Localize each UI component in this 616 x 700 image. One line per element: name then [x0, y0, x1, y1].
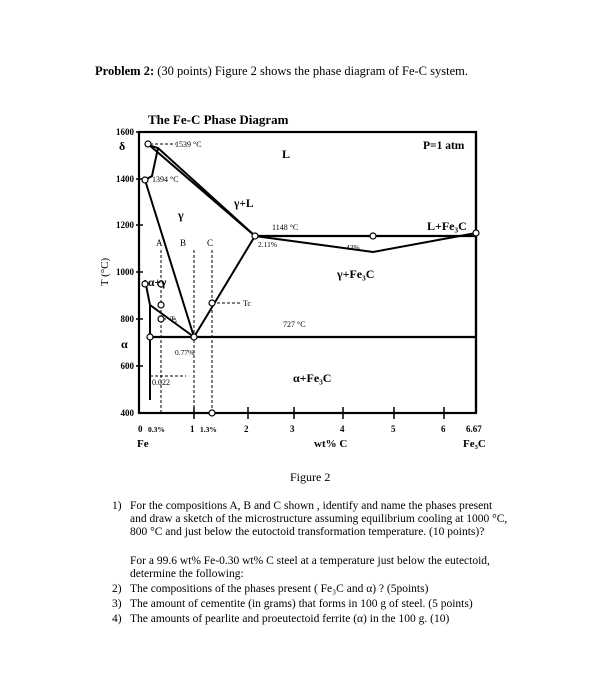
- comp-077: 0.77%: [175, 348, 195, 357]
- temp-1148: 1148 °C: [272, 223, 299, 232]
- x-tick-1-3: 1.3%: [200, 425, 217, 434]
- problem-label: Problem 2:: [95, 64, 155, 78]
- region-gamma-fe3c: γ+Fe₃C: [337, 267, 375, 281]
- marker-B: B: [180, 238, 187, 248]
- x-tick-2: 2: [244, 424, 249, 434]
- x-right-label: Fe₃C: [463, 438, 486, 450]
- y-tick-1400: 1400: [116, 174, 134, 184]
- acm-line: [194, 236, 255, 337]
- steel-paragraph-line1: For a 99.6 wt% Fe-0.30 wt% C steel at a temperature just below the eutectoid,: [130, 555, 490, 567]
- question-2: [112, 583, 428, 596]
- region-gamma: γ: [178, 208, 184, 222]
- question-1-number: 1): [112, 500, 122, 512]
- region-L: L: [282, 147, 291, 161]
- question-1: [112, 500, 507, 539]
- y-axis-label: T (°C): [99, 257, 111, 287]
- question-3: [112, 598, 473, 611]
- question-2-number: 2): [112, 583, 122, 595]
- region-L-fe3c: L+Fe₃C: [427, 219, 467, 233]
- steel-paragraph: [130, 555, 490, 581]
- temp-1539: 1539 °C: [175, 140, 202, 149]
- x-tick-0: 0: [138, 424, 143, 434]
- region-alpha-fe3c: α+Fe₃C: [293, 371, 332, 385]
- question-1-line1: For the compositions A, B and C shown , identify and name the phases present: [130, 500, 493, 512]
- question-1-line2: and draw a sketch of the microstructure assuming equilibrium cooling at 1000 °C,: [130, 513, 508, 525]
- y-tick-1200: 1200: [116, 220, 134, 230]
- pressure-label: P=1 atm: [423, 140, 465, 152]
- diagram-title: The Fe-C Phase Diagram: [148, 112, 289, 127]
- y-tick-400: 400: [120, 408, 134, 418]
- x-tick-6-67: 6.67: [466, 424, 482, 434]
- temp-1394: 1394 °C: [152, 175, 179, 184]
- x-tick-3: 3: [290, 424, 295, 434]
- x-ticks: [138, 424, 482, 434]
- x-left-label: Fe: [137, 438, 149, 450]
- solidus-line: [158, 148, 255, 236]
- marker-Tc: Tc: [243, 299, 251, 308]
- question-4-text: The amounts of pearlite and proeutectoid ferrite (α) in the 100 g. (10): [130, 613, 450, 625]
- phase-boundaries: [145, 144, 476, 400]
- question-2-text: The compositions of the phases present ( Fe₃C and α) ? (5points): [130, 583, 429, 595]
- figure-caption: Figure 2: [290, 470, 331, 484]
- y-tick-1600: 1600: [116, 127, 134, 137]
- y-tick-1000: 1000: [116, 267, 134, 277]
- a3-line: [145, 180, 194, 337]
- comp-0022: 0.022: [152, 378, 170, 387]
- comp-211: 2.11%: [258, 240, 278, 249]
- question-3-text: The amount of cementite (in grams) that forms in 100 g of steel. (5 points): [130, 598, 473, 610]
- question-1-line3: 800 °C and just below the eutoctoid transformation temperature. (10 points)?: [130, 526, 485, 538]
- x-tick-1: 1: [190, 424, 195, 434]
- marker-TA: Tₐ: [170, 315, 178, 324]
- region-alpha-gamma: α+γ: [148, 277, 167, 289]
- question-4: [112, 613, 449, 626]
- y-tick-600: 600: [120, 361, 134, 371]
- x-tick-6: 6: [441, 424, 446, 434]
- problem-text: (30 points) Figure 2 shows the phase diagram of Fe-C system.: [157, 64, 468, 78]
- comp-43: 43%: [346, 243, 360, 252]
- region-gamma-L: γ+L: [234, 198, 254, 210]
- temp-727: 727 °C: [283, 320, 306, 329]
- x-tick-4: 4: [340, 424, 345, 434]
- x-axis-label: wt% C: [314, 438, 348, 450]
- delta-label: δ: [119, 139, 126, 153]
- question-4-number: 4): [112, 613, 122, 625]
- alpha-axis-label: α: [121, 337, 128, 351]
- y-tick-800: 800: [120, 314, 134, 324]
- marker-C: C: [207, 238, 214, 248]
- x-tick-0-3: 0.3%: [148, 425, 165, 434]
- marker-A: A: [156, 238, 163, 248]
- steel-paragraph-line2: determine the following:: [130, 568, 244, 580]
- question-3-number: 3): [112, 598, 122, 610]
- x-tick-5: 5: [391, 424, 396, 434]
